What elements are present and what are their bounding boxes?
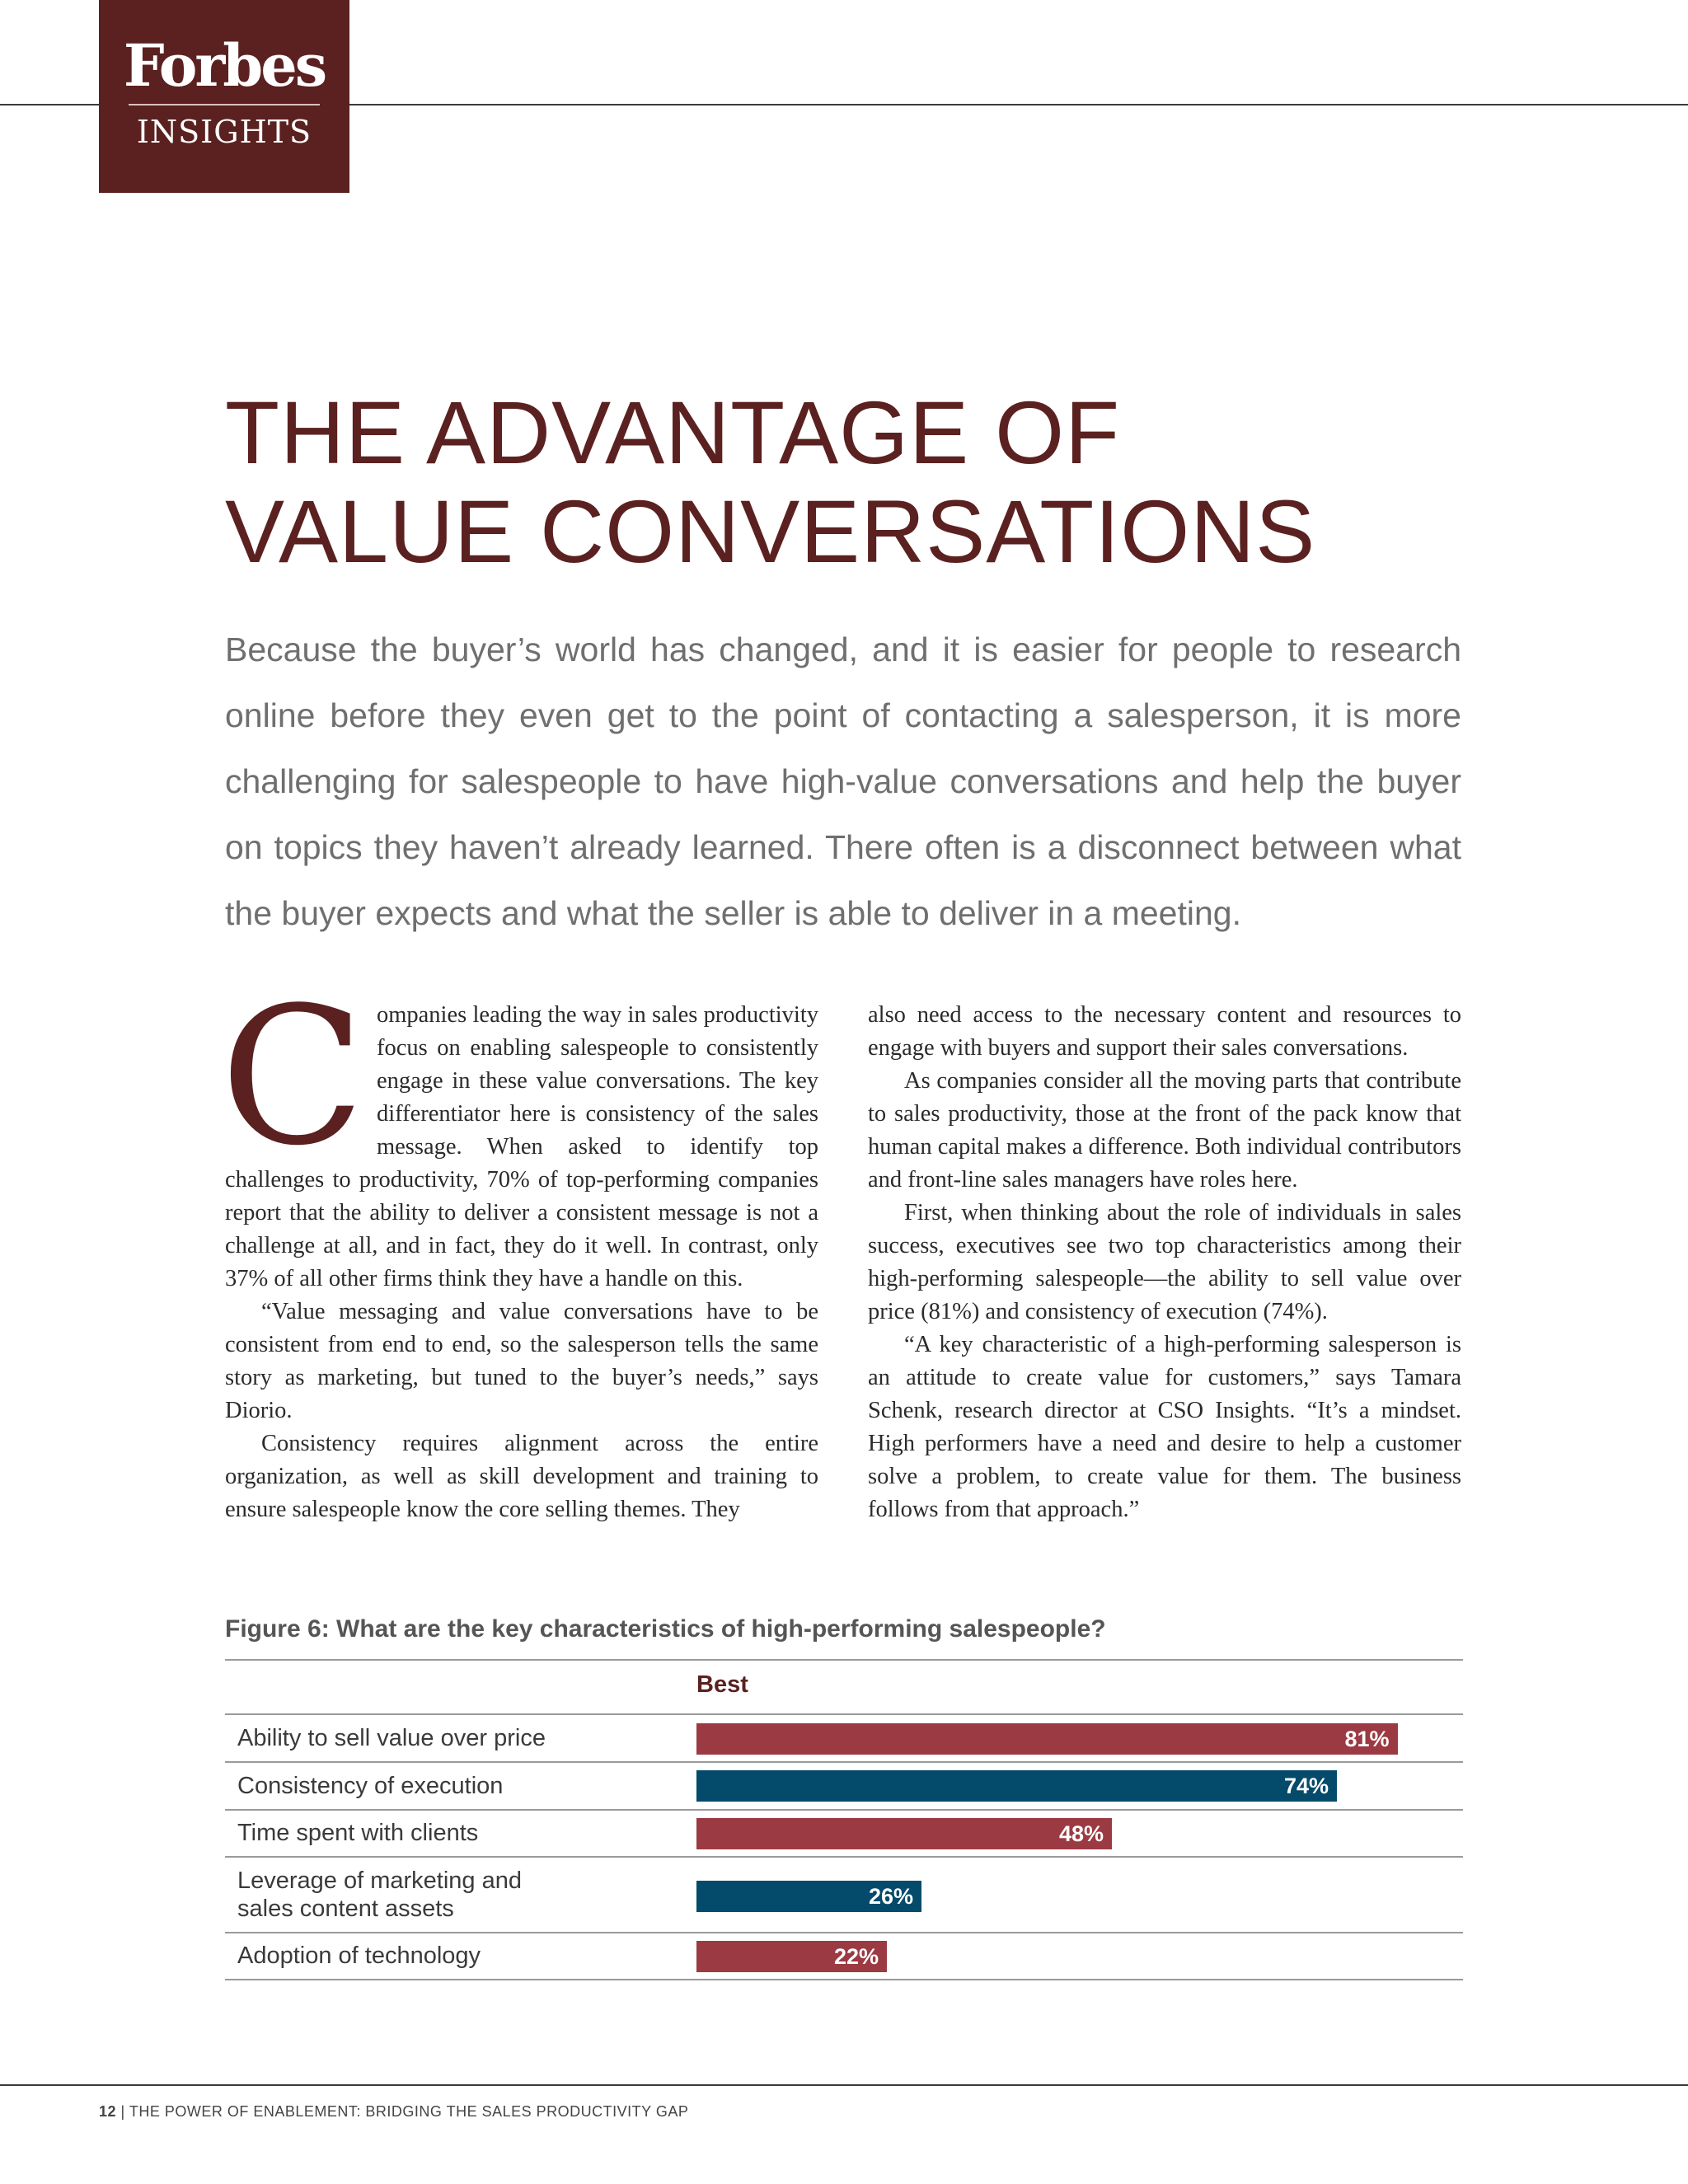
drop-cap: C <box>220 968 365 1188</box>
footer-rule <box>0 2084 1688 2086</box>
body-paragraph: As companies consider all the moving parts that contribute to sales productivity, those at the front of the pack know that human capital makes a difference. Both individual contributors and front-line sales managers have roles here. <box>868 1068 1461 1193</box>
chart-data-label: 74% <box>1283 1774 1329 1798</box>
figure-row-rule <box>225 1809 1463 1811</box>
chart-data-label: 81% <box>1344 1727 1390 1751</box>
body-paragraph: also need access to the necessary content and resources to engage with buyers and support their sales conversations. <box>868 1002 1461 1061</box>
page-title <box>225 383 1461 581</box>
chart-category-label: Adoption of technology <box>237 1943 481 1969</box>
figure-top-rule <box>225 1659 1463 1661</box>
figure-title: Figure 6: What are the key characteristics of high-performing salespeople? <box>225 1615 1106 1643</box>
chart-data-label: 48% <box>1058 1821 1104 1846</box>
body-paragraph: First, when thinking about the role of individuals in sales success, executives see two top characteristics among their high-performing salespeople—the ability to sell value over price (81%) and consistency of execution (74%). <box>868 1200 1461 1324</box>
figure-row-rule <box>225 1856 1463 1858</box>
page-footer <box>99 2103 688 2121</box>
forbes-insights-logo <box>99 0 349 193</box>
body-text: ompanies leading the way in sales productivity focus on enabling salespeople to consistently engage in these value conversations. The key differentiator here is consistency of the sales message. When asked to identify top challenges to productivity, 70% of top-performing companies report that the ability to deliver a consistent message is not a challenge at all, and in fact, they do it well. In contrast, only 37% of all other firms think they have a handle on this. <box>225 1002 818 1291</box>
logo-brand: Forbes <box>123 31 326 100</box>
body-column-right <box>868 999 1461 1526</box>
chart-category-label: Time spent with clients <box>237 1820 479 1846</box>
chart-bar-leverage-of-marketing <box>696 1881 921 1912</box>
page-number: 12 <box>99 2103 117 2120</box>
body-paragraph <box>220 968 818 1296</box>
footer-separator: | <box>116 2103 129 2120</box>
chart-bar-adoption-of-technology <box>696 1941 887 1972</box>
chart-data-label: 22% <box>833 1944 879 1969</box>
title-line-1: THE ADVANTAGE OF <box>225 382 1121 482</box>
figure-column-header: Best <box>696 1671 748 1698</box>
figure-bottom-rule <box>225 1979 1463 1980</box>
label-line: sales content assets <box>237 1896 454 1922</box>
title-line-2: VALUE CONVERSATIONS <box>225 481 1316 581</box>
body-paragraph: Consistency requires alignment across the entire organization, as well as skill development and training to ensure salespeople know the core selling themes. They <box>225 1431 818 1522</box>
logo-subtitle: INSIGHTS <box>136 114 312 150</box>
chart-category-label: Consistency of execution <box>237 1773 504 1799</box>
figure-row-rule <box>225 1761 1463 1763</box>
lead-paragraph: Because the buyer’s world has changed, and it is easier for people to research online before they even get to the point of contacting a salesperson, it is more challenging for salespeople to have high-value conversations and help the buyer on topics they haven’t already learned. There often is a disconnect between what the buyer expects and what the seller is able to deliver in a meeting. <box>225 630 1461 932</box>
chart-category-label <box>237 1867 666 1923</box>
body-paragraph: “A key characteristic of a high-performing salesperson is an attitude to create value for customers,” says Tamara Schenk, research director at CSO Insights. “It’s a mindset. High performers have a need and desire to help a customer solve a problem, to create value for them. The business follows from that approach.” <box>868 1332 1461 1522</box>
chart-category-label: Ability to sell value over price <box>237 1725 546 1751</box>
chart-bar-consistency-of-execution <box>696 1770 1337 1802</box>
body-paragraph: “Value messaging and value conversations have to be consistent from end to end, so the salesperson tells the same story as marketing, but tuned to the buyer’s needs,” says Diorio. <box>225 1299 818 1423</box>
chart-bar-ability-to-sell-value <box>696 1723 1398 1755</box>
chart-bar-time-spent-with-clients <box>696 1818 1112 1849</box>
footer-text: THE POWER OF ENABLEMENT: BRIDGING THE SALES PRODUCTIVITY GAP <box>129 2103 689 2120</box>
label-line: Leverage of marketing and <box>237 1868 522 1894</box>
body-column-left <box>220 968 818 1526</box>
figure-row-rule <box>225 1713 1463 1715</box>
chart-data-label: 26% <box>868 1884 913 1909</box>
logo-divider <box>129 104 320 105</box>
figure-row-rule <box>225 1932 1463 1933</box>
